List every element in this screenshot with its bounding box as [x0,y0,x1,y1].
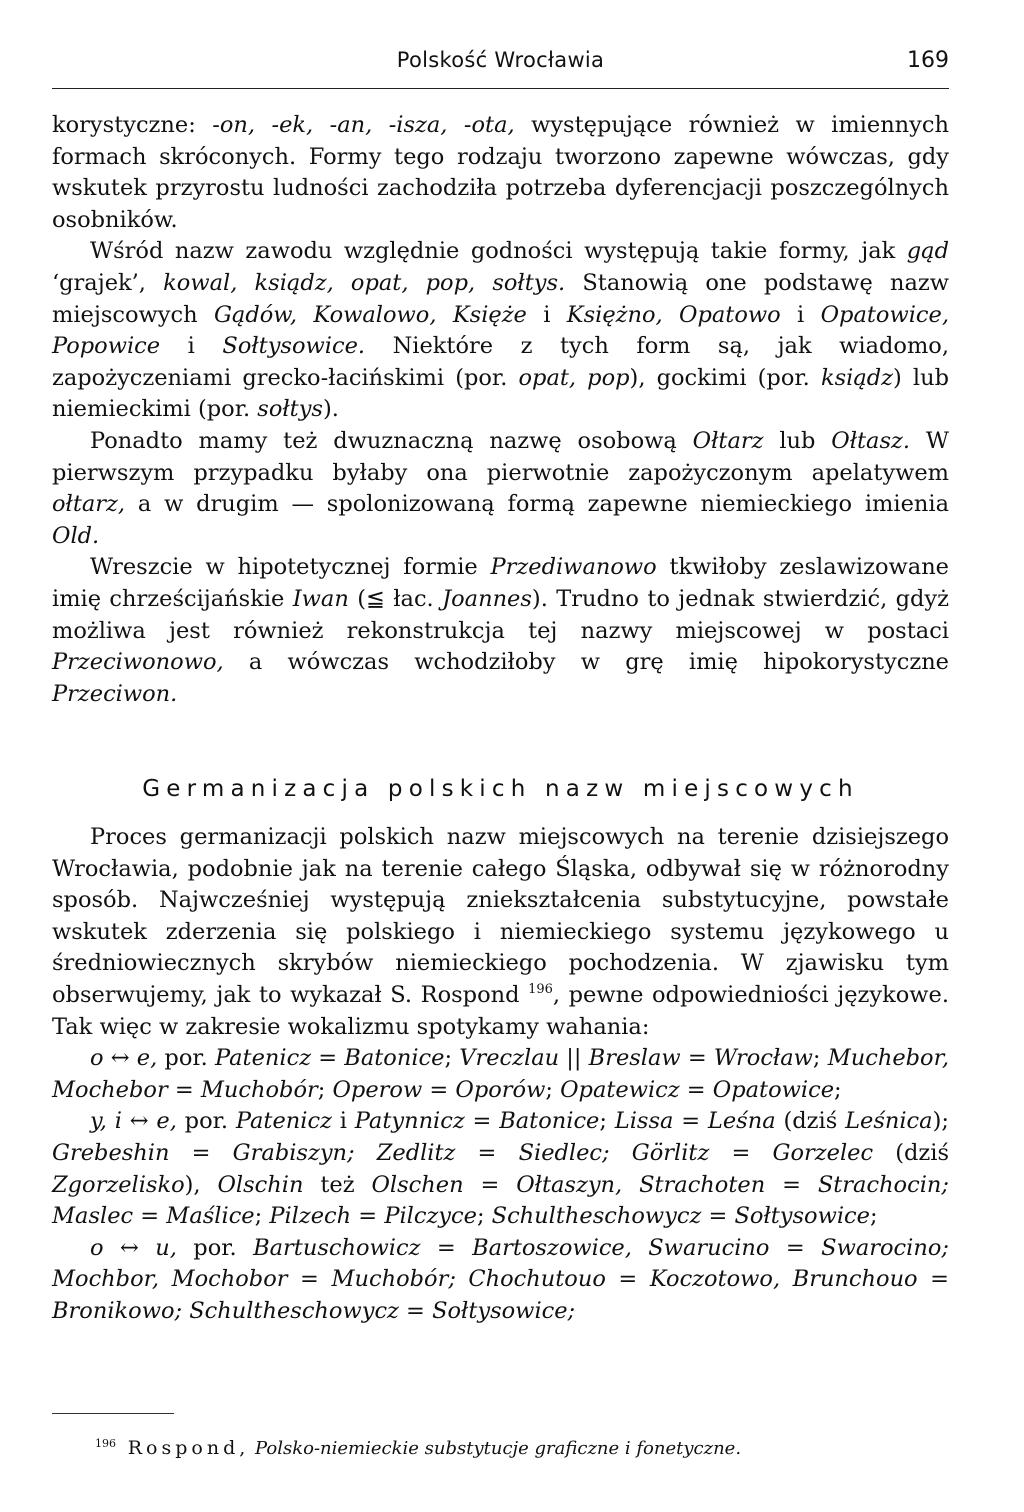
italic-term: Opatowice, Popowice [52,301,949,360]
italic-term: Joannes [442,585,532,612]
text-run: lub [763,427,832,454]
text-run: , pewne odpowiedniości językowe. Tak więc w zakresie wokalizmu spotykamy wahania: [52,981,949,1040]
footnote-number: 196 [95,1437,116,1450]
italic-term: -on, -ek, -an, -isza, -ota, [212,112,515,138]
italic-term: Wrocław [713,1045,813,1072]
text-run: W pierwszym przypadku byłaby ona pierwotnie zapożyczonym apelatywem [52,427,949,486]
italic-term: Sołtysowice. [222,333,366,360]
paragraph [52,236,949,426]
italic-term: Przediwanowo [490,554,657,581]
text-run: ; [545,1076,561,1103]
text-run: = [463,1171,517,1198]
text-run: = [679,1076,713,1103]
text-run: a wówczas wchodziłoby w grę imię hipokorystyczne [223,649,949,676]
italic-term: opat, pop [518,364,630,391]
italic-term: Iwan [292,585,349,612]
italic-term: Gądów, Kowalowo, Księże [213,301,527,328]
page-number: 169 [907,48,949,73]
italic-term: sołtys [257,396,323,423]
text-run: Niektóre z tych form są, jak wiadomo, zapożyczeniami grecko-łacińskimi (por. [52,333,949,391]
italic-term: Olschen [371,1171,464,1198]
italic-term: Leśna [707,1108,776,1135]
footnote-reference: 196 [528,981,553,997]
italic-term: ołtarz, [52,491,126,518]
text-run: = [422,1076,456,1103]
text-run: ). [322,396,339,423]
italic-term: Muchebor, Mochebor [52,1045,950,1103]
italic-term: Siedlec; Görlitz [518,1139,710,1166]
text-run: = [709,1139,773,1166]
italic-term: Koczotowo, Brunchouo [649,1266,918,1293]
italic-term: Patenicz [215,1045,312,1072]
italic-term: Przeciwon. [52,680,178,707]
text-run: ; [317,1076,333,1103]
text-run: ; [444,1045,460,1072]
footnote [95,1431,949,1462]
text-run: Stanowią one podstawę nazw miejscowych [52,269,949,328]
italic-term: Muchobór; Chochutouo [331,1266,606,1293]
running-head: Polskość Wrocławia [396,48,605,72]
body-text-bottom [52,822,949,1328]
footnote-rule [52,1413,174,1414]
italic-term: Bartoszowice, Swarucino [472,1234,770,1261]
text-run: występujące również w imiennych formach skróconych. Formy tego rodzaju tworzono zapewne wówczas, gdy wskutek przyrostu ludności zachodziła potrzeba dyferencjacji poszczególnych osobników. [52,112,949,233]
italic-term: Patynnicz [354,1108,465,1135]
italic-term: Ołtarz [692,427,764,454]
text-run: = [765,1171,818,1198]
italic-term: Schultheschowycz [491,1203,702,1230]
footnote-title: Polsko-niemieckie substytucje graficzne i fonetyczne. [255,1438,742,1459]
italic-term: Bronikowo; Schultheschowycz [52,1297,399,1324]
text-run: = [311,1045,345,1072]
italic-term: Batonice [499,1108,600,1135]
text-run: ); [932,1108,949,1135]
text-run: i [780,301,821,328]
text-run: ; [599,1108,615,1135]
paragraph [52,110,949,236]
paragraph [52,822,949,1043]
text-run: Wśród nazw zawodu względnie godności występują takie formy, jak [90,238,907,265]
italic-term: o ↔ u, [90,1234,177,1261]
text-run: (dziś [775,1108,846,1135]
text-run: = [769,1234,822,1261]
text-run: = [673,1108,708,1135]
text-run: Proces germanizacji polskich nazw miejscowych na terenie dzisiejszego Wrocławia, podobnie jak na terenie całego Śląska, odbywał się w różnorodny sposób. Najwcześniej występują zniekształcenia substytucyjne, powstałe wskutek zderzenia się polskiego i niemieckiego systemu językowego u średniowiecznych skrybów niemieckiego pochodzenia. W zjawisku tym obserwujemy, jak to wykazał S. Rospond [52,824,949,1008]
text-run: por. [157,1045,216,1072]
text-run: = [167,1076,201,1103]
text-run: ; [254,1203,270,1230]
text-run: = [701,1203,735,1230]
italic-term: Ołtaszyn, Strachoten [516,1171,766,1198]
italic-term: Sołtysowice; [432,1297,576,1324]
text-run: || [559,1045,589,1072]
text-run: = [680,1045,714,1072]
italic-term: Olschin [217,1171,304,1198]
text-run: ‘grajek’, [52,269,164,296]
italic-term: y, i ↔ e, [90,1108,177,1135]
body-text-top [52,110,949,710]
text-run: tkwiłoby zeslawizowane imię chrześcijańskie [52,554,949,612]
text-run: ) lub niemieckimi (por. [52,364,949,423]
italic-term: Opatewicz [560,1076,680,1103]
text-run: por. [176,1108,236,1135]
italic-term: Leśnica [845,1108,933,1135]
italic-term: Patenicz [235,1108,332,1135]
text-run: = [351,1203,385,1230]
italic-term: kowal, ksiądz, opat, pop, sołtys. [163,269,566,296]
italic-term: Breslaw [588,1045,681,1072]
text-run: = [420,1234,473,1261]
text-run: a w drugim — spolonizowaną formą zapewne niemieckiego imienia [125,491,949,518]
text-run: i [160,333,223,360]
text-run: = [455,1139,519,1166]
text-run: por. [176,1234,254,1261]
italic-term: Swarocino; Mochbor, Mochobor [52,1234,949,1293]
italic-term: Zgorzelisko [52,1171,185,1198]
correspondence-paragraph [52,1043,949,1106]
italic-term: Strachocin; Maslec [52,1171,949,1230]
text-run: = [605,1266,650,1293]
page-header [52,48,949,89]
italic-term: Muchobór [200,1076,318,1103]
text-run: = [917,1266,949,1293]
text-run: i [526,301,567,328]
text-run: = [133,1203,167,1230]
italic-term: Lissa [614,1108,674,1135]
italic-term: Ołtasz. [831,427,911,454]
text-run: = [287,1266,332,1293]
text-run: ; [812,1045,828,1072]
text-run: = [398,1297,433,1324]
text-run: ). Trudno to jednak stwierdzić, gdyż możliwa jest również rekonstrukcja tej nazwy miejscowej w postaci [52,585,949,644]
italic-term: Sołtysowice [734,1203,870,1230]
text-run: ), [184,1171,218,1198]
text-run: Wreszcie w hipotetycznej formie [90,554,491,581]
text-run: korystyczne: [52,112,213,138]
italic-term: Maślice [166,1203,255,1230]
italic-term: Przeciwonowo, [52,649,224,676]
italic-term: gąd [906,238,949,265]
italic-term: Księżno, Opatowo [566,301,781,328]
text-run: Ponadto mamy też dwuznaczną nazwę osobową [90,427,693,454]
italic-term: Pilczyce [384,1203,477,1230]
italic-term: o ↔ e, [90,1045,158,1072]
italic-term: Batonice [344,1045,445,1072]
correspondence-paragraph [52,1106,949,1232]
text-run: (≦ łac. [348,585,443,612]
text-run: ; [834,1076,842,1103]
section-heading: Germanizacja polskich nazw miejscowych [142,776,859,802]
footnote-author: Rospond, [127,1437,250,1459]
text-run: i [331,1108,355,1135]
text-run: = [169,1139,233,1166]
italic-term: Operow [332,1076,423,1103]
text-run: też [303,1171,372,1198]
text-run: ; [869,1203,878,1230]
italic-term: Bartuschowicz [253,1234,421,1261]
text-run: ), gockimi (por. [629,364,821,391]
correspondence-paragraph [52,1233,949,1328]
text-run: ; [476,1203,492,1230]
text-run: (dziś [873,1139,949,1166]
italic-term: Gorzelec [772,1139,874,1166]
italic-term: Pilzech [269,1203,352,1230]
italic-term: Grebeshin [52,1139,170,1166]
italic-term: Oporów [455,1076,546,1103]
italic-term: Old. [52,522,100,549]
italic-term: Grabiszyn; Zedlitz [232,1139,456,1166]
text-run: = [464,1108,500,1135]
paragraph [52,426,949,552]
italic-term: Vreczlau [459,1045,560,1072]
italic-term: ksiądz [820,364,893,391]
italic-term: Opatowice [712,1076,835,1103]
paragraph [52,552,949,710]
